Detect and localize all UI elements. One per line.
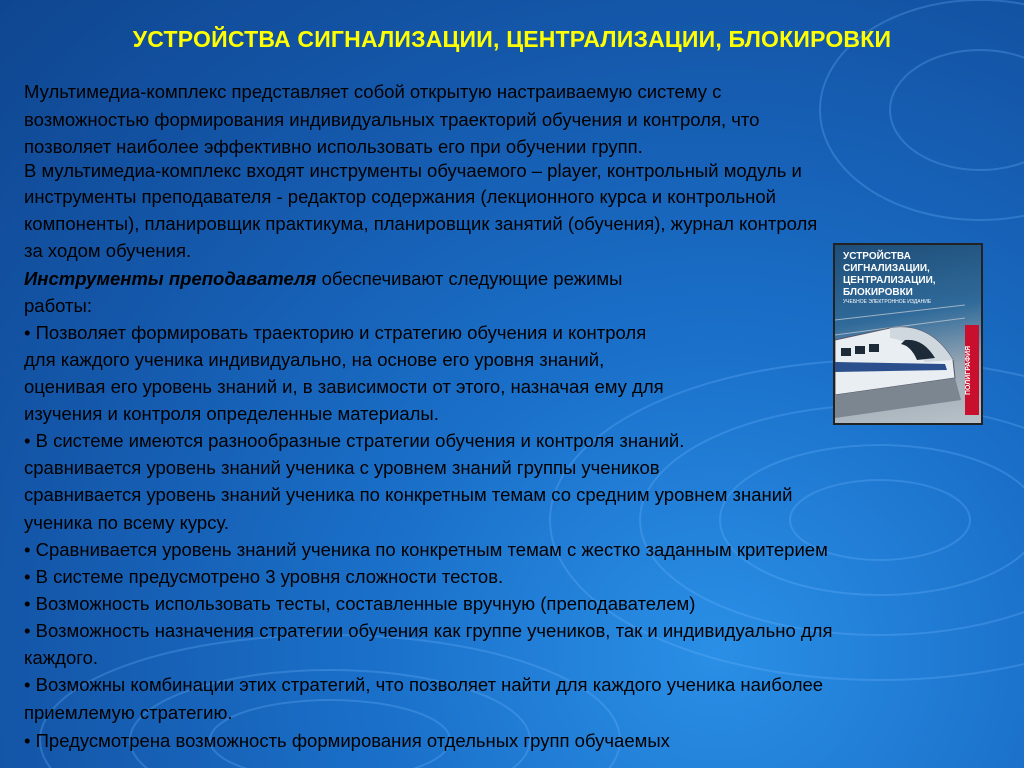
body-line: приемлемую стратегию.	[24, 702, 233, 723]
bullet-line: • Возможность использовать тесты, составленные вручную (преподавателем)	[24, 593, 696, 614]
bullet-line: • Возможность назначения стратегии обучения как группе учеников, так и индивидуально для	[24, 620, 833, 641]
bullet-line: • Возможны комбинации этих стратегий, что позволяет найти для каждого ученика наиболее	[24, 674, 824, 695]
body-line: Мультимедиа-комплекс представляет собой открытую настраиваемую систему с	[24, 81, 722, 102]
body-line: ученика по всему курсу.	[24, 512, 229, 533]
body-line: оценивая его уровень знаний и, в зависимости от этого, назначая ему для	[24, 376, 664, 397]
body-line: сравнивается уровень знаний ученика по конкретным темам со средним уровнем знаний	[24, 484, 793, 505]
body-line: В мультимедиа-комплекс входят инструменты обучаемого – player, контрольный модуль и	[24, 160, 802, 181]
body-line: изучения и контроля определенные материалы.	[24, 403, 439, 424]
tools-heading: Инструменты преподавателя	[24, 268, 317, 289]
page-title: УСТРОЙСТВА СИГНАЛИЗАЦИИ, ЦЕНТРАЛИЗАЦИИ, БЛОКИРОВКИ	[132, 26, 892, 52]
bullet-line: • Позволяет формировать траекторию и стратегию обучения и контроля	[24, 322, 647, 343]
bullet-line: • Предусмотрена возможность формирования отдельных групп обучаемых	[24, 730, 670, 751]
body-line: за ходом обучения.	[24, 240, 192, 261]
train-illustration	[835, 300, 965, 420]
bullet-line: • В системе имеются разнообразные стратегии обучения и контроля знаний.	[24, 430, 685, 451]
body-line: позволяет наиболее эффективно использовать его при обучении групп.	[24, 136, 643, 157]
body-line: компоненты), планировщик практикума, планировщик занятий (обучения), журнал контроля	[24, 213, 818, 234]
cover-title: УСТРОЙСТВА СИГНАЛИЗАЦИИ, ЦЕНТРАЛИЗАЦИИ, БЛОКИРОВКИ УЧЕБНОЕ ЭЛЕКТРОННОЕ ИЗДАНИЕ	[843, 251, 936, 305]
body-line: работы:	[24, 295, 92, 316]
body-line: сравнивается уровень знаний ученика с уровнем знаний группы учеников	[24, 457, 660, 478]
bullet-line: • В системе предусмотрено 3 уровня сложности тестов.	[24, 566, 504, 587]
cover-side-label: ПОЛИГРАФИЯ	[965, 325, 979, 415]
body-line: возможностью формирования индивидуальных траекторий обучения и контроля, что	[24, 109, 760, 130]
body-line: инструменты преподавателя - редактор содержания (лекционного курса и контрольной	[24, 186, 776, 207]
tools-heading-line	[24, 266, 622, 292]
body-line: каждого.	[24, 647, 99, 668]
body-line: для каждого ученика индивидуально, на основе его уровня знаний,	[24, 349, 605, 370]
bullet-line: • Сравнивается уровень знаний ученика по конкретным темам с жестко заданным критерием	[24, 539, 828, 560]
tools-heading-rest: обеспечивают следующие режимы	[316, 268, 623, 289]
book-cover-image	[833, 243, 983, 425]
